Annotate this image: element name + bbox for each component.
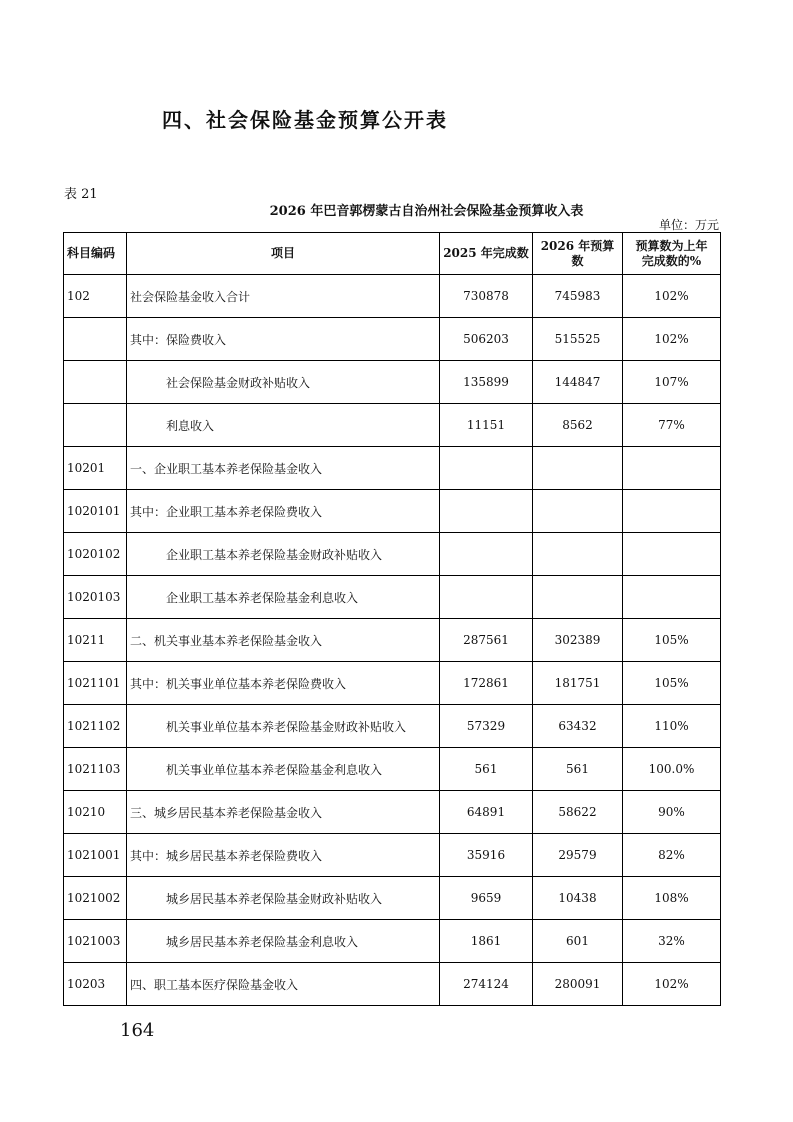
- table-row: [64, 791, 721, 834]
- row-item: 企业职工基本养老保险基金财政补贴收入: [127, 533, 440, 576]
- row-code: 1021102: [64, 705, 127, 748]
- table-row: [64, 533, 721, 576]
- row-item: 二、机关事业基本养老保险基金收入: [127, 619, 440, 662]
- row-item: 其中：企业职工基本养老保险费收入: [127, 490, 440, 533]
- row-2026-budget: [533, 533, 623, 576]
- row-code: [64, 318, 127, 361]
- table-row: [64, 834, 721, 877]
- table-header-row: [64, 233, 721, 275]
- table-row: [64, 275, 721, 318]
- row-item: 其中：保险费收入: [127, 318, 440, 361]
- row-2026-budget: 181751: [533, 662, 623, 705]
- row-2025-actual: [440, 576, 533, 619]
- row-2025-actual: 135899: [440, 361, 533, 404]
- header-ratio-line2: 完成数的%: [641, 253, 702, 268]
- row-2025-actual: [440, 490, 533, 533]
- row-2026-budget: 10438: [533, 877, 623, 920]
- page-number: 164: [120, 1020, 155, 1041]
- header-item: 项目: [127, 233, 440, 275]
- row-ratio: 90%: [623, 791, 721, 834]
- row-ratio: 100.0%: [623, 748, 721, 791]
- row-ratio: [623, 576, 721, 619]
- table-number: 表 21: [64, 187, 98, 202]
- row-ratio: 102%: [623, 318, 721, 361]
- header-2025: 2025 年完成数: [440, 233, 533, 275]
- budget-table: [63, 232, 721, 1006]
- row-ratio: [623, 447, 721, 490]
- row-code: 10203: [64, 963, 127, 1006]
- row-2026-budget: 601: [533, 920, 623, 963]
- row-code: 1020101: [64, 490, 127, 533]
- row-2026-budget: 8562: [533, 404, 623, 447]
- row-ratio: 110%: [623, 705, 721, 748]
- row-2025-actual: 57329: [440, 705, 533, 748]
- row-ratio: 102%: [623, 275, 721, 318]
- row-2025-actual: 287561: [440, 619, 533, 662]
- row-2026-budget: 745983: [533, 275, 623, 318]
- table-row: [64, 490, 721, 533]
- row-item: 机关事业单位基本养老保险基金利息收入: [127, 748, 440, 791]
- row-ratio: 105%: [623, 662, 721, 705]
- row-code: 1021101: [64, 662, 127, 705]
- row-code: 1020103: [64, 576, 127, 619]
- row-2026-budget: 29579: [533, 834, 623, 877]
- row-code: 1020102: [64, 533, 127, 576]
- row-item: 机关事业单位基本养老保险基金财政补贴收入: [127, 705, 440, 748]
- row-2025-actual: 506203: [440, 318, 533, 361]
- table-row: [64, 748, 721, 791]
- table-row: [64, 447, 721, 490]
- table-row: [64, 361, 721, 404]
- row-2025-actual: 11151: [440, 404, 533, 447]
- section-title: 四、社会保险基金预算公开表: [162, 108, 448, 132]
- row-2026-budget: [533, 447, 623, 490]
- row-2026-budget: 561: [533, 748, 623, 791]
- table-row: [64, 705, 721, 748]
- row-2025-actual: 274124: [440, 963, 533, 1006]
- header-code: 科目编码: [64, 233, 127, 275]
- table-row: [64, 404, 721, 447]
- row-code: 1021103: [64, 748, 127, 791]
- row-item: 四、职工基本医疗保险基金收入: [127, 963, 440, 1006]
- row-2025-actual: 730878: [440, 275, 533, 318]
- table-row: [64, 662, 721, 705]
- row-code: 1021002: [64, 877, 127, 920]
- row-ratio: 108%: [623, 877, 721, 920]
- row-item: 社会保险基金财政补贴收入: [127, 361, 440, 404]
- row-code: 102: [64, 275, 127, 318]
- header-2026: 2026 年预算数: [533, 233, 623, 275]
- row-item: 城乡居民基本养老保险基金财政补贴收入: [127, 877, 440, 920]
- row-item: 城乡居民基本养老保险基金利息收入: [127, 920, 440, 963]
- row-2025-actual: 35916: [440, 834, 533, 877]
- row-2026-budget: 144847: [533, 361, 623, 404]
- row-2026-budget: [533, 576, 623, 619]
- row-code: [64, 361, 127, 404]
- row-item: 其中：城乡居民基本养老保险费收入: [127, 834, 440, 877]
- row-code: 10211: [64, 619, 127, 662]
- unit-label: 单位：万元: [658, 218, 719, 232]
- table-row: [64, 318, 721, 361]
- row-code: 10210: [64, 791, 127, 834]
- table-row: [64, 920, 721, 963]
- row-code: 1021001: [64, 834, 127, 877]
- row-2025-actual: 172861: [440, 662, 533, 705]
- row-ratio: 32%: [623, 920, 721, 963]
- row-2025-actual: [440, 447, 533, 490]
- row-item: 利息收入: [127, 404, 440, 447]
- row-2025-actual: 561: [440, 748, 533, 791]
- row-ratio: 102%: [623, 963, 721, 1006]
- table-row: [64, 576, 721, 619]
- row-2026-budget: 515525: [533, 318, 623, 361]
- row-ratio: [623, 490, 721, 533]
- row-2025-actual: 1861: [440, 920, 533, 963]
- table-row: [64, 963, 721, 1006]
- row-ratio: 77%: [623, 404, 721, 447]
- row-code: [64, 404, 127, 447]
- table-row: [64, 877, 721, 920]
- row-ratio: 82%: [623, 834, 721, 877]
- row-ratio: 105%: [623, 619, 721, 662]
- row-code: 1021003: [64, 920, 127, 963]
- row-2026-budget: 280091: [533, 963, 623, 1006]
- row-2025-actual: 64891: [440, 791, 533, 834]
- row-ratio: 107%: [623, 361, 721, 404]
- row-2026-budget: 302389: [533, 619, 623, 662]
- row-2026-budget: [533, 490, 623, 533]
- row-item: 三、城乡居民基本养老保险基金收入: [127, 791, 440, 834]
- row-code: 10201: [64, 447, 127, 490]
- row-2025-actual: 9659: [440, 877, 533, 920]
- row-item: 企业职工基本养老保险基金利息收入: [127, 576, 440, 619]
- row-item: 其中：机关事业单位基本养老保险费收入: [127, 662, 440, 705]
- row-item: 社会保险基金收入合计: [127, 275, 440, 318]
- row-2026-budget: 58622: [533, 791, 623, 834]
- row-2025-actual: [440, 533, 533, 576]
- table-title: 2026 年巴音郭楞蒙古自治州社会保险基金预算收入表: [269, 204, 584, 219]
- table-row: [64, 619, 721, 662]
- header-ratio-line1: 预算数为上年: [635, 238, 708, 253]
- row-2026-budget: 63432: [533, 705, 623, 748]
- header-ratio: [623, 233, 721, 275]
- row-item: 一、企业职工基本养老保险基金收入: [127, 447, 440, 490]
- row-ratio: [623, 533, 721, 576]
